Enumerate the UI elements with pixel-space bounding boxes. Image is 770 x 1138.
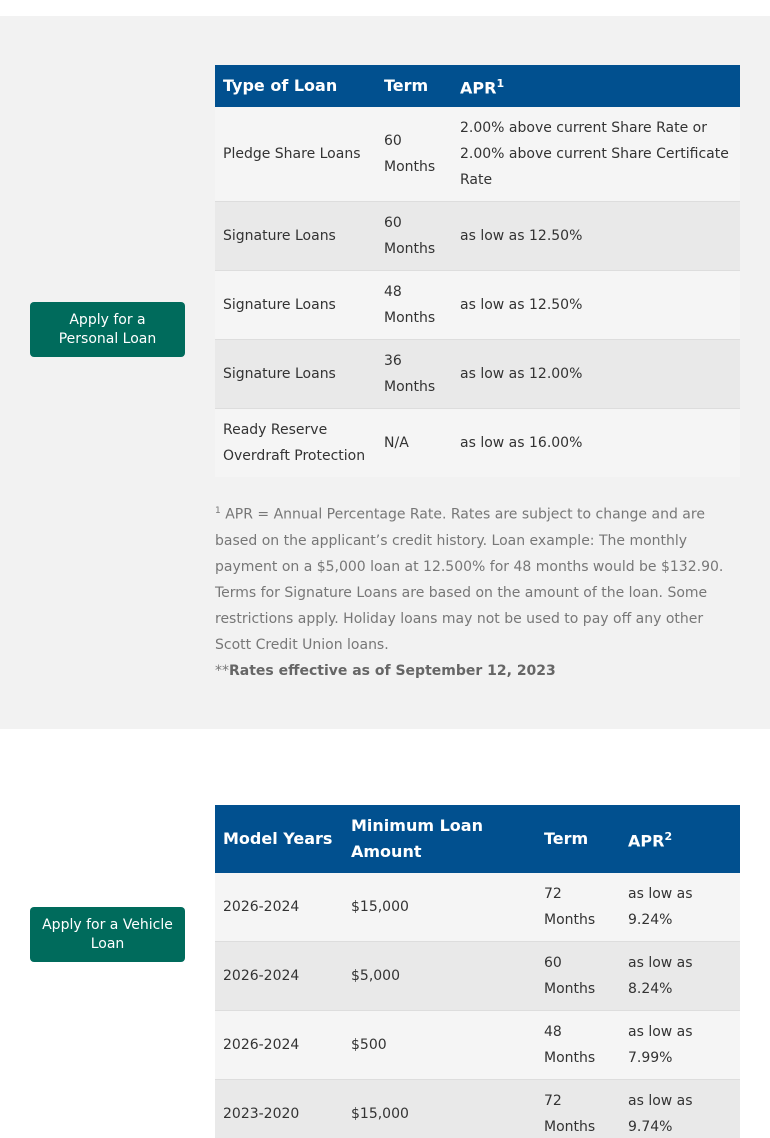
- table-row: [215, 340, 740, 409]
- min-amount-cell: $500: [343, 1011, 536, 1080]
- footnote-text: APR = Annual Percentage Rate. Rates are subject to change and are based on the applicant’s credit history. Loan example: The monthly payment on a $5,000 loan at 12.500% for 48 months would be $132.90. Terms for Signature Loans are based on the amount of the loan. Some restrictions apply. Holiday loans may not be used to pay off any other Scott Credit Union loans.: [215, 506, 724, 653]
- table-header-row: [215, 65, 740, 107]
- rates-prefix: **: [215, 662, 229, 679]
- apply-vehicle-loan-button[interactable]: Apply for a Vehicle Loan: [30, 907, 185, 962]
- apr-cell: as low as 12.50%: [452, 202, 740, 271]
- min-amount-cell: $15,000: [343, 873, 536, 942]
- table-row: [215, 202, 740, 271]
- term-cell: N/A: [376, 409, 452, 478]
- apr-cell: as low as 12.00%: [452, 340, 740, 409]
- personal-loan-rates-table: [215, 65, 740, 477]
- loan-type-cell: Pledge Share Loans: [215, 107, 376, 202]
- apr-cell: as low as 7.99%: [620, 1011, 740, 1080]
- model-years-cell: 2023-2020: [215, 1080, 343, 1138]
- header-apr-label: APR: [460, 78, 497, 98]
- loan-type-cell: Ready Reserve Overdraft Protection: [215, 409, 376, 478]
- apr-cell: as low as 9.24%: [620, 873, 740, 942]
- table-row: [215, 942, 740, 1011]
- table-header-row: [215, 805, 740, 873]
- header-model-years: Model Years: [215, 805, 343, 873]
- model-years-cell: 2026-2024: [215, 1011, 343, 1080]
- apr-cell: as low as 16.00%: [452, 409, 740, 478]
- table-row: [215, 271, 740, 340]
- loan-type-cell: Signature Loans: [215, 340, 376, 409]
- header-minimum-loan-amount: Minimum Loan Amount: [343, 805, 536, 873]
- personal-loan-section: [0, 16, 770, 729]
- table-row: [215, 409, 740, 478]
- table-row: [215, 1011, 740, 1080]
- term-cell: 36 Months: [376, 340, 452, 409]
- apr-cell: as low as 9.74%: [620, 1080, 740, 1138]
- loan-type-cell: Signature Loans: [215, 202, 376, 271]
- term-cell: 72 Months: [536, 1080, 620, 1138]
- apr-cell: as low as 12.50%: [452, 271, 740, 340]
- table-row: [215, 1080, 740, 1138]
- loan-type-cell: Signature Loans: [215, 271, 376, 340]
- header-apr: [452, 65, 740, 107]
- apr-cell: as low as 8.24%: [620, 942, 740, 1011]
- header-apr-label: APR: [628, 831, 665, 851]
- apply-personal-loan-button[interactable]: Apply for a Personal Loan: [30, 302, 185, 357]
- header-term: Term: [376, 65, 452, 107]
- header-term: Term: [536, 805, 620, 873]
- table-row: [215, 873, 740, 942]
- term-cell: 60 Months: [376, 202, 452, 271]
- min-amount-cell: $5,000: [343, 942, 536, 1011]
- header-type-of-loan: Type of Loan: [215, 65, 376, 107]
- apr-footnote: [215, 498, 740, 684]
- min-amount-cell: $15,000: [343, 1080, 536, 1138]
- term-cell: 48 Months: [376, 271, 452, 340]
- model-years-cell: 2026-2024: [215, 873, 343, 942]
- vehicle-loan-section: [0, 729, 770, 1138]
- top-bar: [0, 0, 770, 16]
- model-years-cell: 2026-2024: [215, 942, 343, 1011]
- term-cell: 48 Months: [536, 1011, 620, 1080]
- header-apr: [620, 805, 740, 873]
- apr-cell: 2.00% above current Share Rate or 2.00% above current Share Certificate Rate: [452, 107, 740, 202]
- footnote-marker: 1: [215, 506, 221, 516]
- rates-effective-date: Rates effective as of September 12, 2023: [229, 662, 556, 679]
- term-cell: 60 Months: [536, 942, 620, 1011]
- header-apr-footnote-marker: 2: [664, 829, 673, 843]
- term-cell: 72 Months: [536, 873, 620, 942]
- term-cell: 60 Months: [376, 107, 452, 202]
- header-apr-footnote-marker: 1: [496, 76, 505, 90]
- vehicle-loan-rates-table: [215, 805, 740, 1138]
- table-row: [215, 107, 740, 202]
